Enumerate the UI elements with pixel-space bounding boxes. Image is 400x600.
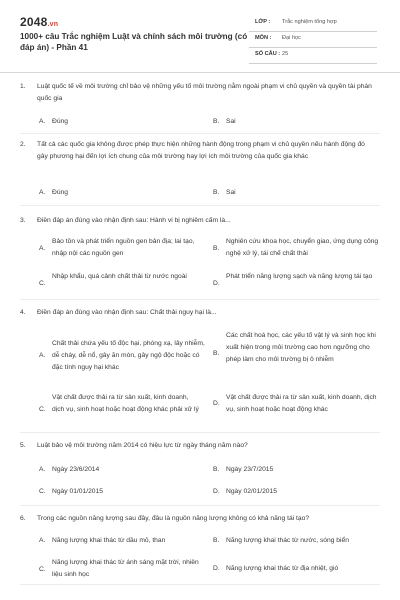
meta-key: MÔN : [255, 35, 272, 41]
option-label: A. [39, 189, 46, 196]
header-divider [0, 72, 400, 73]
logo-main: 2048 [20, 15, 48, 29]
option-text: Các chất hoá học, các yếu tố vật lý và sinh học khi xuất hiện trong môi trường cao hơn ngưỡng cho phép làm cho môi trường bị ô nhiễm [226, 332, 376, 363]
option-text: Đúng [52, 189, 68, 196]
option-text: Nghiên cứu khoa học, chuyển giao, ứng dụng công nghệ xử lý, tái chế chất thải [226, 238, 379, 257]
option-text: Ngày 01/01/2015 [52, 488, 103, 495]
option-label: A. [39, 245, 46, 252]
option-text: Năng lượng khai thác từ ánh sáng mặt trời, nhiên liệu sinh học [52, 559, 199, 578]
option-label: B. [213, 245, 220, 252]
option-label: B. [213, 350, 220, 357]
divider [20, 205, 380, 206]
option-label: C. [39, 280, 46, 287]
option-label: D. [213, 488, 220, 495]
option-text: Vật chất được thải ra từ sản xuất, kinh doanh, dịch vụ, sinh hoạt hoặc hoạt động khác [226, 394, 377, 413]
option-text: Vật chất được thải ra từ sản xuất, kinh doanh, dịch vụ, sinh hoạt hoặc hoạt động khác phải xử lý [52, 394, 199, 413]
meta-row-count [249, 48, 377, 64]
question-text: Điền đáp án đúng vào nhận định sau: Chất thải nguy hại là... [37, 309, 217, 316]
meta-table [249, 16, 377, 64]
question-number: 2. [20, 141, 26, 148]
option-text: Ngày 23/7/2015 [226, 466, 274, 473]
option-label: D. [213, 280, 220, 287]
option-label: A. [39, 537, 46, 544]
option-label: C. [39, 406, 46, 413]
option-text: Bảo tồn và phát triển nguồn gen bản địa; lai tạo, nhập nội các nguồn gen [52, 238, 195, 257]
option-text: Ngày 02/01/2015 [226, 488, 277, 495]
site-logo[interactable] [20, 15, 58, 29]
meta-row-class [249, 16, 377, 32]
question-text: Luật bảo vệ môi trường năm 2014 có hiệu lực từ ngày tháng năm nào? [37, 442, 248, 449]
meta-row-subject [249, 32, 377, 48]
option-text: Chất thải chứa yếu tố độc hại, phóng xạ, lây nhiễm, dễ cháy, dễ nổ, gây ăn mòn, gây ngộ độc hoặc có đặc tính nguy hại khác [52, 340, 205, 371]
divider [20, 299, 380, 300]
question-text: Điền đáp án đúng vào nhận định sau: Hành vi bị nghiêm cấm là... [37, 217, 231, 224]
meta-value: 25 [282, 51, 289, 57]
option-text: Năng lượng khai thác từ địa nhiệt, gió [226, 565, 339, 572]
meta-key: LỚP : [255, 19, 271, 25]
divider [20, 432, 380, 433]
meta-value: Đại học [282, 35, 301, 41]
question-number: 1. [20, 83, 26, 90]
logo-suffix: .vn [47, 21, 59, 28]
option-label: B. [213, 189, 220, 196]
option-label: B. [213, 466, 220, 473]
option-label: A. [39, 118, 46, 125]
option-label: A. [39, 352, 46, 359]
question-text: Trong các nguồn năng lượng sau đây, đâu là nguồn năng lượng không có khả năng tái tạo? [37, 515, 310, 522]
question-number: 4. [20, 309, 26, 316]
question-number: 5. [20, 442, 26, 449]
option-label: D. [213, 565, 220, 572]
header [0, 0, 400, 72]
option-text: Năng lượng khai thác từ dầu mỏ, than [52, 537, 166, 544]
divider [20, 133, 380, 134]
option-text: Ngày 23/6/2014 [52, 466, 100, 473]
option-text: Nhập khẩu, quá cảnh chất thải từ nước ngoài [52, 273, 187, 280]
option-text: Năng lượng khai thác từ nước, sóng biển [226, 537, 349, 544]
divider [20, 505, 380, 506]
option-label: C. [39, 488, 46, 495]
option-text: Đúng [52, 118, 68, 125]
question-text: Tất cả các quốc gia không được phép thực hiện những hành động trong phạm vi chủ quyền nếu hành động đó gây phương hại đến lợi ích chung của môi trường hay lợi ích môi trường của quốc gia khác [37, 141, 365, 160]
option-label: C. [39, 566, 46, 573]
option-label: A. [39, 466, 46, 473]
option-label: B. [213, 537, 220, 544]
page-title: 1000+ câu Trắc nghiệm Luật và chính sách môi trường (có đáp án) - Phần 41 [20, 32, 248, 52]
meta-key: SỐ CÂU : [255, 51, 281, 57]
option-text: Sai [226, 189, 236, 196]
meta-value: Trắc nghiệm tổng hợp [282, 19, 337, 25]
option-label: B. [213, 118, 220, 125]
option-text: Sai [226, 118, 236, 125]
question-number: 3. [20, 217, 26, 224]
option-text: Phát triển năng lượng sạch và năng lượng tái tạo [226, 273, 373, 280]
question-text: Luật quốc tế về môi trường chỉ bảo vệ những yếu tố môi trường nằm ngoài phạm vi chủ quyền và quyền tài phán quốc gia [37, 83, 372, 102]
question-number: 6. [20, 515, 26, 522]
divider [20, 584, 380, 585]
option-label: D. [213, 400, 220, 407]
